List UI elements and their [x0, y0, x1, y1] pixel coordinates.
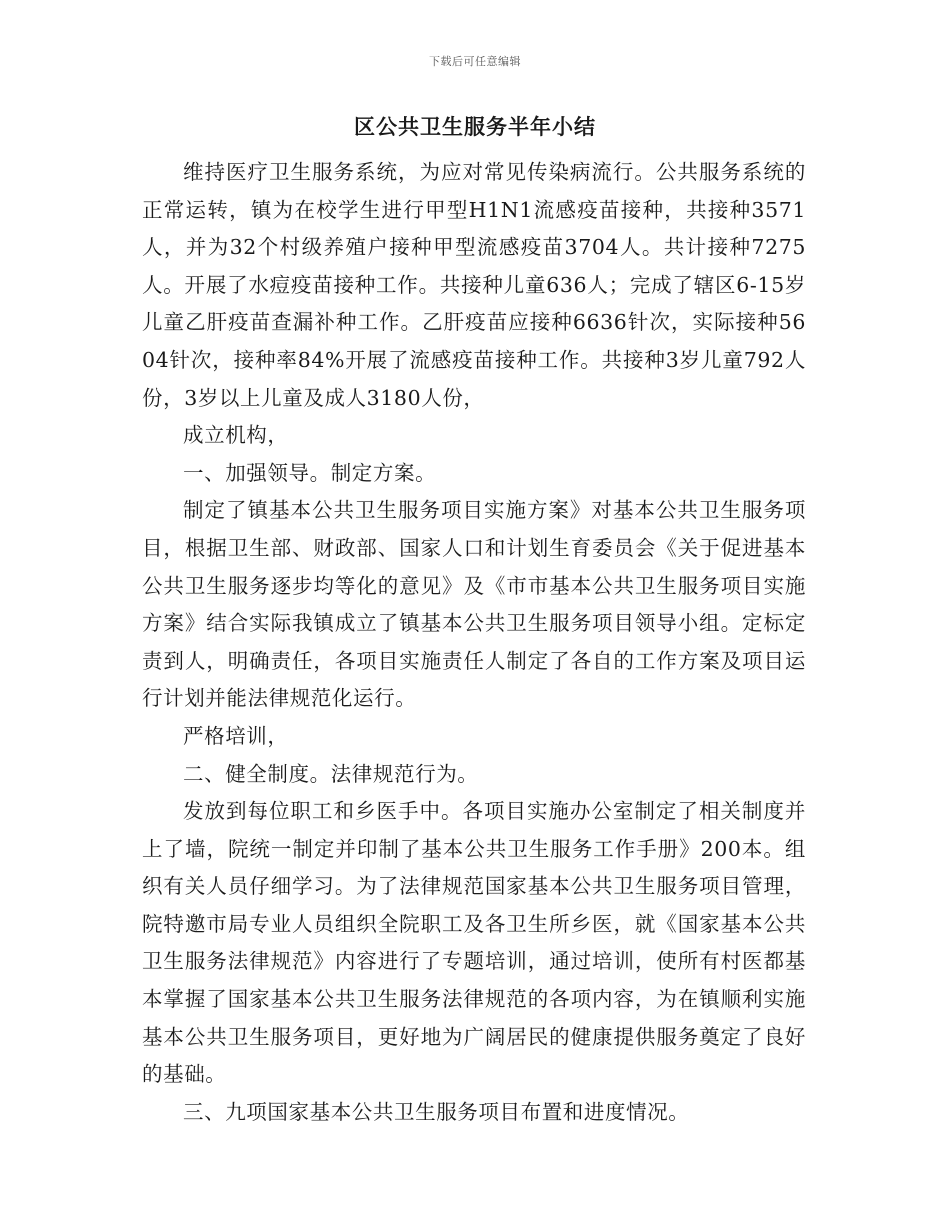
paragraph-strict-training: 严格培训， [183, 723, 289, 748]
paragraph-implementation-plan: 制定了镇基本公共卫生服务项目实施方案》对基本公共卫生服务项目，根据卫生部、财政部、国家人口和计划生育委员会《关于促进基本公共卫生服务逐步均等化的意见》及《市市基本公共卫生服务项目实施方案》结合实际我镇成立了镇基本公共卫生服务项目领导小组。定标定责到人，明确责任，各项目实施责任人制定了各自的工作方案及项目运行计划并能法律规范化运行。 [142, 498, 806, 711]
paragraph-vaccination-summary: 维持医疗卫生服务系统，为应对常见传染病流行。公共服务系统的正常运转，镇为在校学生进行甲型H1N1流感疫苗接种，共接种3571人，并为32个村级养殖户接种甲型流感疫苗3704人。共计接种7275人。开展了水痘疫苗接种工作。共接种儿童636人；完成了辖区6-15岁儿童乙肝疫苗查漏补种工作。乙肝疫苗应接种6636针次，实际接种5604针次，接种率84%开展了流感疫苗接种工作。共接种3岁儿童792人份，3岁以上儿童及成人3180人份， [142, 160, 806, 410]
document-body [142, 154, 806, 1131]
header-note: 下载后可任意编辑 [429, 55, 521, 68]
document-title: 区公共卫生服务半年小结 [354, 114, 596, 139]
paragraph-system-and-training: 发放到每位职工和乡医手中。各项目实施办公室制定了相关制度并上了墙，院统一制定并印制了基本公共卫生服务工作手册》200本。组织有关人员仔细学习。为了法律规范国家基本公共卫生服务项目管理，院特邀市局专业人员组织全院职工及各卫生所乡医，就《国家基本公共卫生服务法律规范》内容进行了专题培训，通过培训，使所有村医都基本掌握了国家基本公共卫生服务法律规范的各项内容，为在镇顺利实施基本公共卫生服务项目，更好地为广阔居民的健康提供服务奠定了良好的基础。 [142, 799, 806, 1087]
paragraph-establish-organization: 成立机构， [183, 423, 289, 448]
section-heading-3: 三、九项国家基本公共卫生服务项目布置和进度情况。 [183, 1099, 690, 1124]
section-heading-1: 一、加强领导。制定方案。 [183, 460, 437, 485]
section-heading-2: 二、健全制度。法律规范行为。 [183, 761, 479, 786]
